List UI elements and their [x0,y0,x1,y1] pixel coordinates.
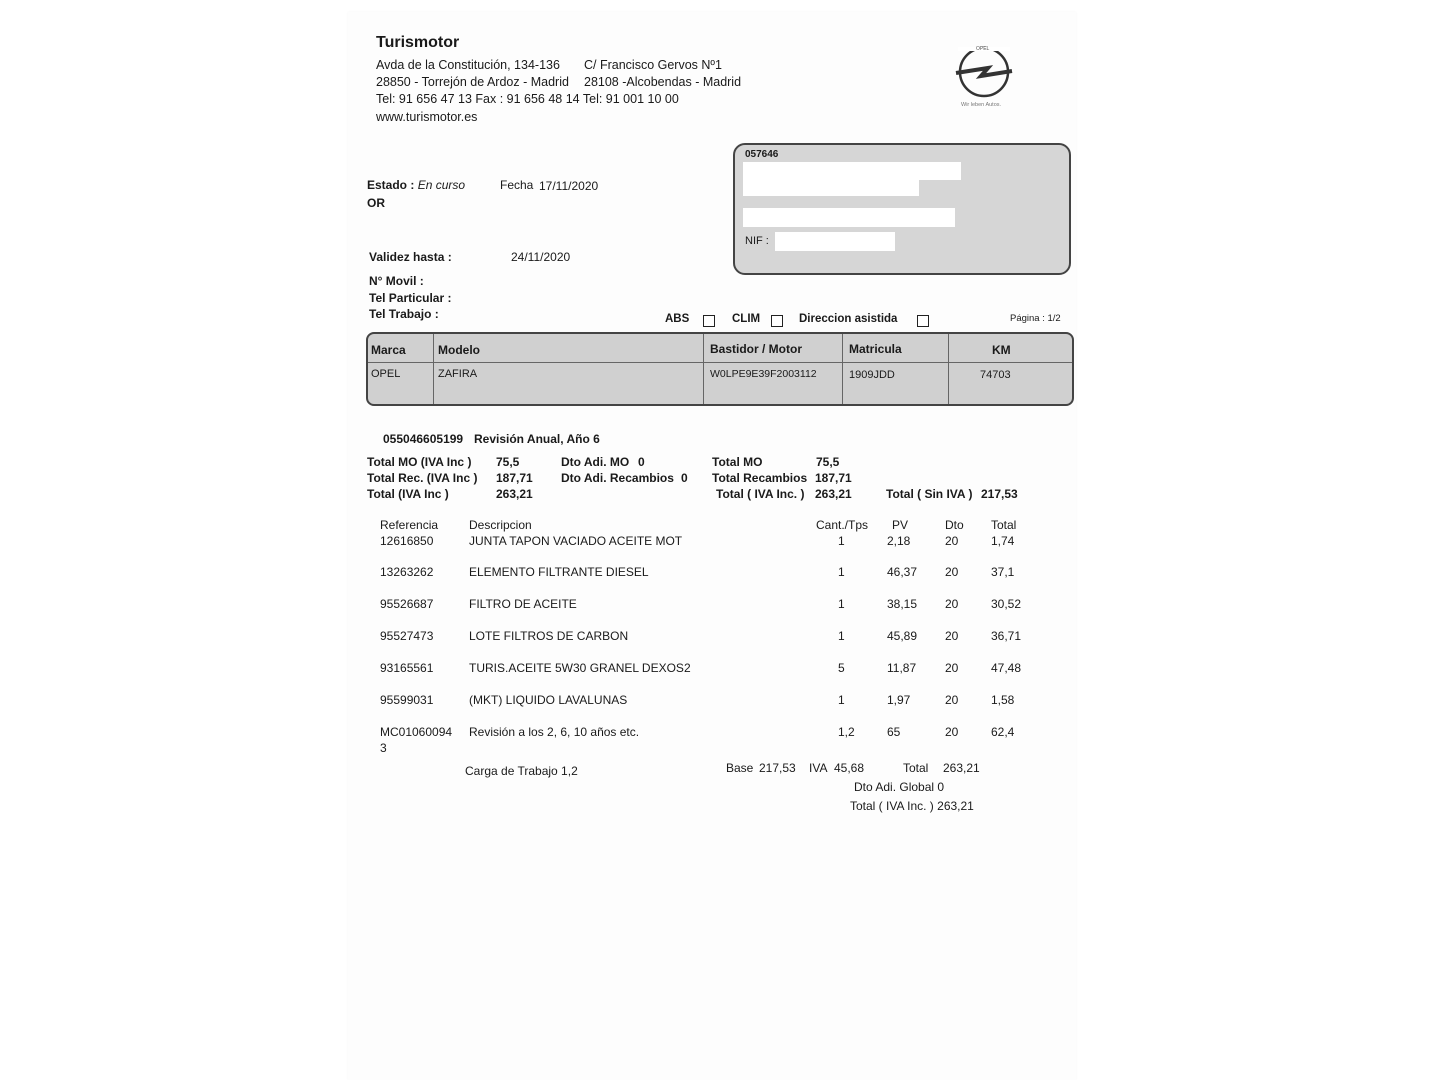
abs-checkbox[interactable] [703,315,715,327]
trabajo-label: Tel Trabajo : [369,307,439,321]
vehicle-col-divider [842,334,843,404]
nif-label: NIF : [745,235,769,247]
vehicle-col-divider [948,334,949,404]
fecha-value: 17/11/2020 [539,179,599,193]
item-desc: FILTRO DE ACEITE [469,597,577,611]
item-qty: 1 [838,597,845,611]
item-pv: 65 [887,725,901,739]
logo-caption: Wir leben Autos. [961,102,1002,108]
vehicle-col-divider [703,334,704,404]
total-recambios-label: Total Recambios [712,471,808,485]
total-mo2-label: Total MO [712,455,763,469]
item-ref: 95599031 [380,693,434,707]
value-matricula: 1909JDD [849,369,895,381]
iva-label: IVA [809,761,828,775]
vehicle-row-divider [368,362,1072,363]
item-desc: Revisión a los 2, 6, 10 años etc. [469,725,640,739]
total-iva-label: Total ( IVA Inc. ) [716,487,805,501]
company-phones: Tel: 91 656 47 13 Fax : 91 656 48 14 Tel: 91 001 10 00 [376,92,679,106]
value-km: 74703 [980,369,1011,381]
item-qty: 1,2 [838,725,855,739]
total-iva-inc: Total ( IVA Inc. ) 263,21 [850,799,974,813]
vehicle-table [366,332,1074,406]
item-ref-continued: 3 [380,741,387,755]
dto-rec-value: 0 [681,471,688,485]
company-web: www.turismotor.es [376,110,478,124]
validez-value: 24/11/2020 [511,250,571,264]
address-2a: 28850 - Torrejón de Ardoz - Madrid [376,75,569,89]
base-value: 217,53 [759,761,796,775]
item-pv: 38,15 [887,597,918,611]
dto-mo-label: Dto Adi. MO [561,455,630,469]
item-total: 36,71 [991,629,1022,643]
value-bastidor: W0LPE9E39F2003112 [710,368,817,380]
iva-value: 45,68 [834,761,865,775]
direccion-label: Direccion asistida [799,313,898,325]
page-indicator: Página : 1/2 [1010,313,1061,324]
total-label: Total (IVA Inc ) [367,487,449,501]
client-box [733,143,1071,275]
col-referencia: Referencia [380,518,439,532]
opel-logo-icon [950,46,1018,108]
header-marca: Marca [371,343,406,357]
item-pv: 45,89 [887,629,918,643]
total-sin-iva-value: 217,53 [981,487,1018,501]
estado-value: En curso [417,178,466,192]
or-label: OR [367,196,385,210]
total-recambios-value: 187,71 [815,471,852,485]
redacted-nif [775,232,895,251]
item-pv: 2,18 [887,534,911,548]
item-ref: 12616850 [380,534,434,548]
col-total: Total [991,518,1017,532]
item-total: 47,48 [991,661,1022,675]
order-code: 055046605199 [383,432,464,446]
item-desc: TURIS.ACEITE 5W30 GRANEL DEXOS2 [469,661,691,675]
total-mo-label: Total MO (IVA Inc ) [367,455,472,469]
total-rec-value: 187,71 [496,471,533,485]
item-dto: 20 [945,565,959,579]
movil-label: N° Movil : [369,274,424,288]
item-dto: 20 [945,661,959,675]
col-pv: PV [892,518,909,532]
opel-word: OPEL [976,46,990,52]
item-dto: 20 [945,597,959,611]
header-km: KM [992,343,1011,357]
item-desc: JUNTA TAPON VACIADO ACEITE MOT [469,534,683,548]
fecha-label: Fecha [500,178,534,192]
item-dto: 20 [945,693,959,707]
total-rec-label: Total Rec. (IVA Inc ) [367,471,478,485]
item-ref: 95527473 [380,629,434,643]
address-2b: 28108 -Alcobendas - Madrid [584,75,742,89]
col-descripcion: Descripcion [469,518,532,532]
item-ref: 93165561 [380,661,434,675]
item-qty: 1 [838,534,845,548]
item-qty: 1 [838,565,845,579]
abs-label: ABS [665,313,690,325]
validez-label: Validez hasta : [369,250,452,264]
total-sin-iva-label: Total ( Sin IVA ) [886,487,973,501]
dto-global: Dto Adi. Global 0 [854,780,945,794]
item-dto: 20 [945,629,959,643]
item-qty: 5 [838,661,845,675]
direccion-checkbox[interactable] [917,315,929,327]
col-cantidad: Cant./Tps [816,518,869,532]
item-desc: LOTE FILTROS DE CARBON [469,629,629,643]
total-mo2-value: 75,5 [816,455,840,469]
item-total: 1,74 [991,534,1015,548]
client-number: 057646 [745,149,779,160]
item-ref: MC01060094 [380,725,453,739]
item-ref: 13263262 [380,565,434,579]
item-desc: (MKT) LIQUIDO LAVALUNAS [469,693,628,707]
clim-label: CLIM [732,313,761,325]
header-bastidor: Bastidor / Motor [710,342,802,356]
header-modelo: Modelo [438,343,480,357]
redacted-city [743,208,955,227]
company-name: Turismotor [376,34,460,51]
address-1b: C/ Francisco Gervos Nº1 [584,58,722,72]
col-dto: Dto [945,518,964,532]
item-ref: 95526687 [380,597,434,611]
item-total: 30,52 [991,597,1022,611]
total-value: 263,21 [496,487,533,501]
header-matricula: Matricula [849,342,902,356]
value-marca: OPEL [371,368,401,380]
item-pv: 46,37 [887,565,918,579]
item-pv: 1,97 [887,693,911,707]
summary-total-value: 263,21 [943,761,980,775]
particular-label: Tel Particular : [369,291,452,305]
total-mo-value: 75,5 [496,455,520,469]
clim-checkbox[interactable] [771,315,783,327]
item-pv: 11,87 [887,661,917,675]
value-modelo: ZAFIRA [438,368,478,380]
summary-total-label: Total [903,761,929,775]
item-qty: 1 [838,693,845,707]
dto-mo-value: 0 [638,455,645,469]
item-total: 37,1 [991,565,1015,579]
redacted-name [743,162,961,180]
total-iva-value: 263,21 [815,487,852,501]
dto-rec-label: Dto Adi. Recambios [561,471,674,485]
address-1a: Avda de la Constitución, 134-136 [376,58,560,72]
item-desc: ELEMENTO FILTRANTE DIESEL [469,565,649,579]
item-total: 1,58 [991,693,1015,707]
item-dto: 20 [945,534,959,548]
item-dto: 20 [945,725,959,739]
carga-trabajo: Carga de Trabajo 1,2 [465,764,578,778]
redacted-address [743,180,919,196]
item-total: 62,4 [991,725,1015,739]
base-label: Base [726,761,754,775]
item-qty: 1 [838,629,845,643]
estado [367,178,465,192]
vehicle-col-divider [433,334,434,404]
estado-label: Estado : [367,178,415,192]
order-description: Revisión Anual, Año 6 [474,432,600,446]
